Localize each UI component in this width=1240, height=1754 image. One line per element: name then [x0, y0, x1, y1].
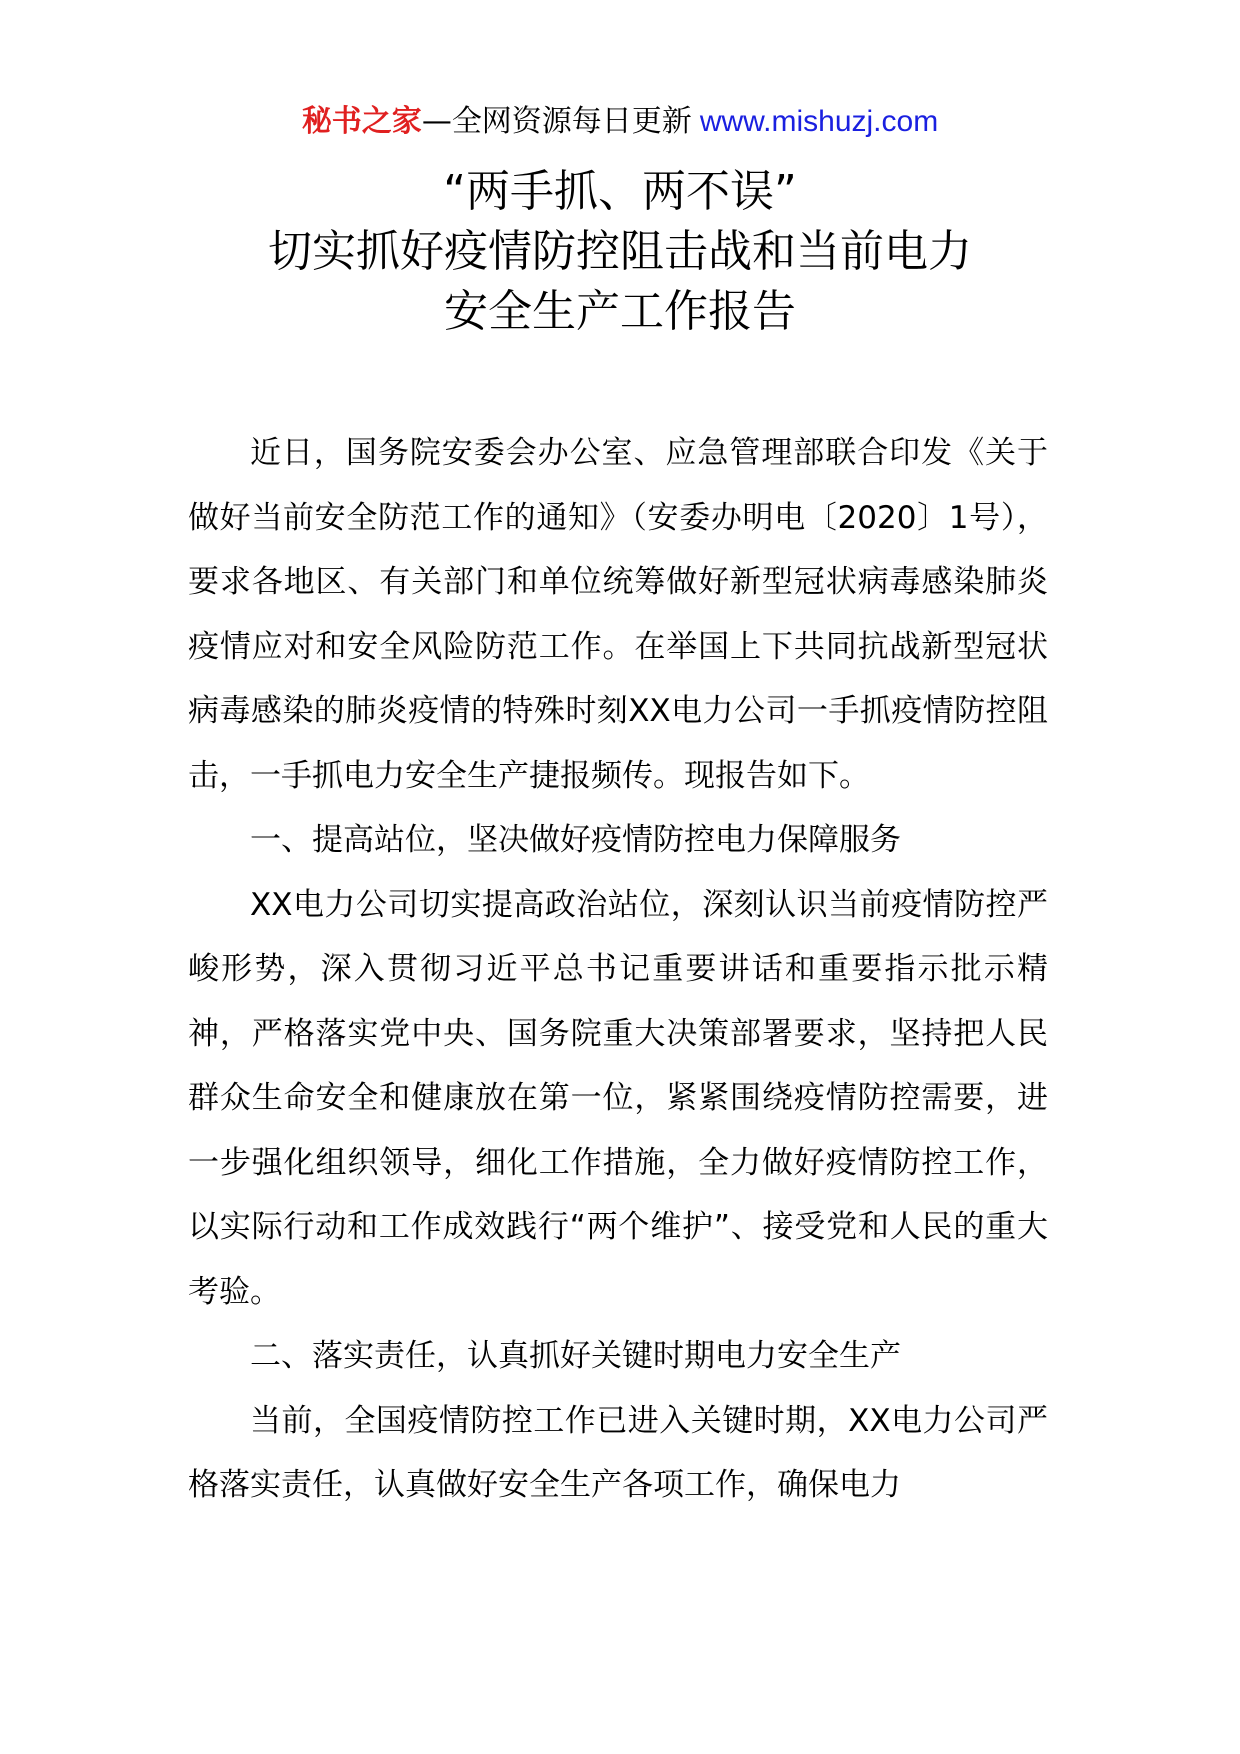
section-heading-2: 二、落实责任，认真抓好关键时期电力安全生产 [250, 1338, 901, 1374]
site-header [0, 100, 1240, 144]
paragraph-section-2: 当前，全国疫情防控工作已进入关键时期，XX电力公司严格落实责任，认真做好安全生产各项工作，确保电力 [188, 1402, 1048, 1503]
section-heading-1: 一、提高站位，坚决做好疫情防控电力保障服务 [250, 822, 901, 858]
site-url-link[interactable]: www.mishuzj.com [699, 105, 939, 138]
paragraph-section-1: XX电力公司切实提高政治站位，深刻认识当前疫情防控严峻形势，深入贯彻习近平总书记重要讲话和重要指示批示精神，严格落实党中央、国务院重大决策部署要求，坚持把人民群众生命安全和健康放在第一位，紧紧围绕疫情防控需要，进一步强化组织领导，细化工作措施，全力做好疫情防控工作，以实际行动和工作成效践行“两个维护”、接受党和人民的重大考验。 [188, 886, 1048, 1310]
document-body [188, 421, 1048, 1518]
brand-name: 秘书之家 [301, 104, 422, 139]
site-tagline: —全网资源每日更新 [421, 104, 692, 139]
paragraph-intro: 近日，国务院安委会办公室、应急管理部联合印发《关于做好当前安全防范工作的通知》（安委办明电〔2020〕1号），要求各地区、有关部门和单位统筹做好新型冠状病毒感染肺炎疫情应对和安全风险防范工作。在举国上下共同抗战新型冠状病毒感染的肺炎疫情的特殊时刻XX电力公司一手抓疫情防控阻击，一手抓电力安全生产捷报频传。现报告如下。 [188, 435, 1048, 794]
title-line-2: 切实抓好疫情防控阻击战和当前电力 [268, 226, 972, 277]
document-title [0, 162, 1240, 342]
title-line-3: 安全生产工作报告 [444, 286, 796, 337]
title-line-1: “两手抓、两不误” [443, 166, 797, 217]
